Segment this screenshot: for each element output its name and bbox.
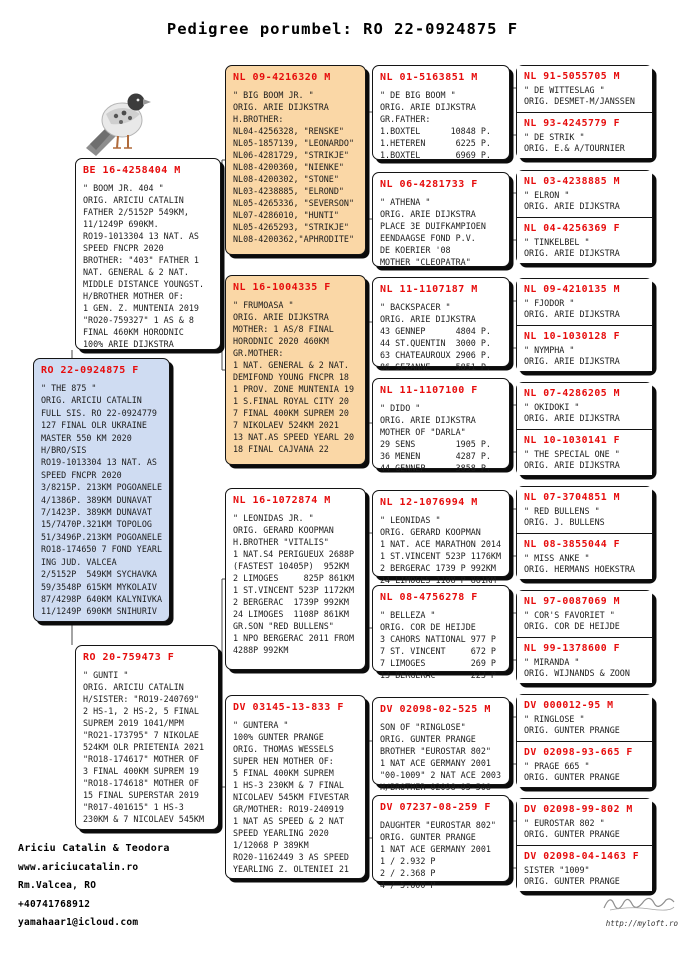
pedigree-text-line: YEARLING Z. OLTENIEI 21	[233, 864, 349, 874]
pedigree-box	[372, 585, 510, 680]
pedigree-text-line: SPEED YEARLING 2020	[233, 828, 329, 838]
pedigree-text-line: ORIG. ARIE DIJKSTRA	[233, 312, 329, 322]
pedigree-text-line: " GUNTI "	[83, 670, 129, 680]
pedigree-text-line: " BACKSPACER "	[380, 302, 451, 312]
pedigree-pair	[516, 170, 653, 264]
pedigree-text-line: NL04-4256328, "RENSKE"	[233, 126, 344, 136]
watermark-url: http://myloft.ro	[605, 919, 678, 928]
pedigree-text-line: 100% ARIE DIJKSTRA	[83, 339, 174, 349]
ring-number: NL 08-4756278 F	[380, 592, 478, 603]
pedigree-box	[517, 383, 652, 429]
signature-graphic	[600, 892, 678, 914]
pedigree-pair	[516, 694, 653, 788]
pedigree-text-line: ORIG. ARIE DIJKSTRA	[524, 248, 620, 258]
pedigree-text-line: 3 FINAL 400KM SUPREM 19	[83, 766, 199, 776]
pedigree-text-line: " RED BULLENS "	[524, 506, 600, 516]
pedigree-box	[75, 158, 221, 350]
pedigree-text-line: 2 / 2.368 P	[380, 868, 436, 878]
pedigree-text-line: ORIG. ARIE DIJKSTRA	[524, 356, 620, 366]
pedigree-text-line: 1 GEN. Z. MUNTENIA 2019	[83, 303, 199, 313]
pedigree-text-line: ORIG. GUNTER PRANGE	[524, 725, 620, 735]
ring-number: DV 02098-04-1463 F	[524, 851, 640, 862]
pedigree-box	[372, 490, 510, 585]
pedigree-text-line: "RO20-759327" 1 AS & 8	[83, 315, 194, 325]
pedigree-pair	[516, 486, 653, 580]
pedigree-box	[517, 591, 652, 637]
pedigree-box	[517, 487, 652, 533]
pedigree-box	[517, 112, 652, 158]
pedigree-text-line: ORIG. E.& A/TOURNIER	[524, 143, 625, 153]
pedigree-text-line: 2 LIMOGES 825P 861KM	[233, 573, 355, 583]
ring-number: NL 93-4245779 F	[524, 118, 620, 129]
ring-number: DV 03145-13-833 F	[233, 702, 344, 713]
pedigree-text-line: 1 S.FINAL ROYAL CITY 20	[233, 396, 349, 406]
pedigree-text-line: 1 NAT AS SPEED & 2 NAT	[233, 816, 344, 826]
ring-number: NL 04-4256369 F	[524, 223, 620, 234]
pedigree-text-line: 86 SEZANNE 5851 P.	[380, 362, 491, 372]
pedigree-text-line: "RO21-173795" 7 NIKOLAE	[83, 730, 199, 740]
pedigree-text-line: GR.SON "RED BULLENS"	[233, 621, 334, 631]
pedigree-text-line: ORIG. ARIE DIJKSTRA	[380, 415, 476, 425]
pedigree-text-line: 24 LIMOGES 1108P 861KM	[233, 609, 349, 619]
pedigree-text-line: SON OF "RINGLOSE"	[380, 722, 466, 732]
ring-number: NL 11-1107100 F	[380, 385, 478, 396]
pedigree-text-line: MIDDLE DISTANCE YOUNGST.	[83, 279, 205, 289]
pedigree-text-line: 15 FINAL SUPERSTAR 2019	[83, 790, 199, 800]
owner-name: Ariciu Catalin & Teodora	[18, 843, 170, 854]
pedigree-text-line: ORIG. GUNTER PRANGE	[380, 734, 476, 744]
pedigree-text-line: MOTHER OF "DARLA"	[380, 427, 466, 437]
pedigree-text-line: 11/1249P 690KM.	[83, 219, 159, 229]
pedigree-text-line: FINAL 460KM HORODNIC	[83, 327, 184, 337]
pedigree-text-line: " BELLEZA "	[380, 610, 436, 620]
pedigree-text-line: 4/1386P. 389KM DUNAVAT	[41, 494, 152, 505]
pedigree-text-line: 1 ST.VINCENT 523P 1172KM	[233, 585, 355, 595]
pedigree-text-line: 13 BERGERAC 223 P	[380, 670, 496, 680]
pedigree-text-line: 1 HS-3 230KM & 7 FINAL	[233, 780, 344, 790]
pedigree-text-line: 36 MENEN 4287 P.	[380, 451, 491, 461]
pedigree-text-line: " RINGLOSE "	[524, 714, 585, 724]
pedigree-text-line: MASTER 550 KM 2020	[41, 432, 132, 443]
pedigree-text-line: 11/1249P 690KM SNIHURIV	[41, 606, 157, 617]
pedigree-text-line: "RO18-174617" MOTHER OF	[83, 754, 199, 764]
pedigree-text-line: ORIG. HERMANS HOEKSTRA	[524, 564, 635, 574]
pedigree-text-line: EENDAAGSE FOND P.V.	[380, 233, 476, 243]
ring-number: NL 07-4286205 M	[524, 388, 620, 399]
pedigree-text-line: HORODNIC 2020 460KM	[233, 336, 329, 346]
ring-number: NL 08-3855044 F	[524, 539, 620, 550]
ring-number: DV 02098-02-525 M	[380, 704, 491, 715]
pedigree-text-line: "00-1009" 2 NAT ACE 2003	[380, 770, 502, 780]
ring-number: NL 97-0087069 M	[524, 596, 620, 607]
pedigree-text-line: " DE STRIK "	[524, 132, 585, 142]
pedigree-text-line: NL05-4265336, "SEVERSON"	[233, 198, 355, 208]
pedigree-text-line: ORIG. ARICIU CATALIN	[83, 195, 184, 205]
pedigree-text-line: 3 CAHORS NATIONAL 977 P	[380, 634, 496, 644]
pedigree-text-line: 1 PROV. ZONE MUNTENIA 19	[233, 384, 355, 394]
pedigree-text-line: 1 NAT ACE GERMANY 2001	[380, 758, 491, 768]
pedigree-text-line: NICOLAEV 545KM FIVESTAR	[233, 792, 349, 802]
pedigree-text-line: 1.HETEREN 6225 P.	[380, 138, 491, 148]
pedigree-text-line: 13 NAT.AS SPEED YEARL 20	[233, 432, 355, 442]
pedigree-text-line: NAT. GENERAL & 2 NAT.	[83, 267, 189, 277]
pedigree-box	[372, 378, 510, 473]
pedigree-text-line: 2 BERGERAC 1739P 992KM	[233, 597, 349, 607]
pedigree-text-line: ORIG. GUNTER PRANGE	[524, 772, 620, 782]
pedigree-text-line: ORIG. J. BULLENS	[524, 517, 605, 527]
pedigree-box	[517, 325, 652, 371]
pedigree-text-line: ORIG. GUNTER PRANGE	[380, 832, 476, 842]
ring-number: RO 20-759473 F	[83, 652, 175, 663]
pedigree-text-line: " LEONIDAS JR. "	[233, 513, 314, 523]
pedigree-pair	[516, 798, 653, 892]
pedigree-text-line: 1 NAT. GENERAL & 2 NAT.	[233, 360, 349, 370]
pedigree-text-line: " DE WITTESLAG "	[524, 85, 605, 95]
pedigree-text-line: RO19-1013304 13 NAT. AS	[83, 231, 199, 241]
pedigree-text-line: RO18-174650 7 FOND YEARL	[41, 544, 163, 555]
pedigree-text-line: ORIG. ARIE DIJKSTRA	[380, 102, 476, 112]
software-watermark	[588, 892, 678, 928]
pedigree-text-line: " DE BIG BOOM "	[380, 90, 456, 100]
pedigree-text-line: 1 NAT ACE GERMANY 2001	[380, 844, 491, 854]
pedigree-box	[372, 172, 510, 267]
ring-number: NL 16-1004335 F	[233, 282, 331, 293]
pedigree-text-line: 2/5152P 549KM SYCHAVKA	[41, 569, 157, 580]
pedigree-text-line: 1 NAT. ACE MARATHON 2014	[380, 539, 502, 549]
ring-number: DV 02098-93-665 F	[524, 747, 633, 758]
pedigree-box	[517, 171, 652, 217]
pedigree-text-line: NL07-4286010, "HUNTI"	[233, 210, 339, 220]
pedigree-text-line: 51/3496P.213KM POGOANELE	[41, 531, 163, 542]
pedigree-box	[517, 66, 652, 112]
pedigree-text-line: ORIG. COR DE HEIJDE	[380, 622, 476, 632]
pedigree-text-line: PLACE 3E DUIFKAMPIOEN	[380, 221, 486, 231]
pedigree-text-line: 4 / 5.600 P	[380, 880, 436, 890]
ring-number: DV 02098-99-802 M	[524, 804, 633, 815]
pedigree-text-line: ORIG. THOMAS WESSELS	[233, 744, 334, 754]
pedigree-text-line: 18 FINAL CAJVANA 22	[233, 444, 329, 454]
pedigree-text-line: DAUGHTER "EUROSTAR 802"	[380, 820, 496, 830]
pedigree-text-line: SPEED FNCPR 2020	[83, 243, 164, 253]
ring-number: NL 10-1030141 F	[524, 435, 620, 446]
ring-number: NL 12-1076994 M	[380, 497, 478, 508]
pedigree-text-line: " TINKELBEL "	[524, 237, 590, 247]
pedigree-text-line: 2 HS-1, 2 HS-2, 5 FINAL	[83, 706, 199, 716]
ring-number: NL 09-4216320 M	[233, 72, 331, 83]
owner-website: www.ariciucatalin.ro	[18, 861, 139, 873]
pedigree-text-line: 1 NPO BERGERAC 2011 FROM	[233, 633, 355, 643]
pedigree-text-line: ORIG. WIJNANDS & ZOON	[524, 668, 630, 678]
pedigree-text-line: " MIRANDA "	[524, 657, 580, 667]
pedigree-pair	[516, 65, 653, 159]
pedigree-text-line: GR/MOTHER: RO19-240919	[233, 804, 344, 814]
pedigree-text-line: H/BROTHER 02098-05-508	[380, 782, 491, 792]
pedigree-box	[372, 697, 510, 792]
pedigree-text-line: NL08-4200362,"APHRODITE"	[233, 234, 355, 244]
pedigree-text-line: ORIG. ARIE DIJKSTRA	[524, 201, 620, 211]
ring-number: DV 07237-08-259 F	[380, 802, 491, 813]
pedigree-text-line: 4288P 992KM	[233, 645, 289, 655]
pedigree-box	[372, 795, 510, 890]
pedigree-pair	[516, 278, 653, 372]
pedigree-text-line: " EUROSTAR 802 "	[524, 818, 605, 828]
pedigree-text-line: 1 / 2.932 P	[380, 856, 436, 866]
pedigree-text-line: " BIG BOOM JR. "	[233, 90, 314, 100]
pedigree-text-line: MOTHER: 1 AS/8 FINAL	[233, 324, 334, 334]
pedigree-text-line: 7/1423P. 389KM DUNAVAT	[41, 507, 152, 518]
pedigree-box	[517, 217, 652, 263]
pedigree-text-line: DEMIFOND YOUNG FNCPR 18	[233, 372, 349, 382]
ring-number: RO 22-0924875 F	[41, 365, 139, 376]
pedigree-text-line: NL05-4265293, "STRIKJE"	[233, 222, 349, 232]
pedigree-text-line: " MISS ANKE "	[524, 553, 590, 563]
pedigree-text-line: 230KM & 7 NICOLAEV 545KM	[83, 814, 205, 824]
pedigree-box	[225, 695, 366, 879]
ring-number: NL 01-5163851 M	[380, 72, 478, 83]
pedigree-text-line: H/BRO/SIS	[41, 445, 87, 456]
ring-number: NL 03-4238885 M	[524, 176, 620, 187]
pedigree-text-line: 29 SENS 1905 P.	[380, 439, 491, 449]
pedigree-box	[517, 695, 652, 741]
pedigree-text-line: ORIG. ARIE DIJKSTRA	[524, 460, 620, 470]
pedigree-text-line: 1.BOXTEL 10848 P.	[380, 126, 491, 136]
pedigree-text-line: ORIG. ARIE DIJKSTRA	[524, 309, 620, 319]
pedigree-text-line: SUPER HEN MOTHER OF:	[233, 756, 334, 766]
ring-number: NL 16-1072874 M	[233, 495, 331, 506]
pedigree-text-line: " BOOM JR. 404 "	[83, 183, 164, 193]
pedigree-text-line: SUPREM 2019 1041/MPM	[83, 718, 184, 728]
pedigree-text-line: 1.BOXTEL 6969 P.	[380, 150, 491, 160]
pedigree-text-line: RO19-1013304 13 NAT. AS	[41, 457, 157, 468]
pedigree-text-line: 1/12068 P 389KM	[233, 840, 309, 850]
pedigree-text-line: " ELRON "	[524, 190, 570, 200]
pedigree-text-line: " DIDO "	[380, 403, 421, 413]
pedigree-text-line: NL08-4200360, "NIENKE"	[233, 162, 344, 172]
pedigree-text-line: ORIG. GUNTER PRANGE	[524, 829, 620, 839]
pedigree-pair	[516, 590, 653, 684]
pedigree-text-line: ING JUD. VALCEA	[41, 556, 117, 567]
ring-number: NL 11-1107187 M	[380, 284, 478, 295]
pedigree-text-line: MOTHER "CLEOPATRA"	[380, 257, 471, 267]
owner-location: Rm.Valcea, RO	[18, 880, 97, 891]
pedigree-text-line: " NYMPHA "	[524, 345, 575, 355]
pedigree-box	[225, 275, 366, 465]
ring-number: NL 91-5055705 M	[524, 71, 620, 82]
pedigree-text-line: ORIG. ARIE DIJKSTRA	[380, 209, 476, 219]
pedigree-text-line: 1 NAT.S4 PERIGUEUX 2688P	[233, 549, 355, 559]
pedigree-text-line: ORIG. DESMET-M/JANSSEN	[524, 96, 635, 106]
pedigree-text-line: BROTHER "EUROSTAR 802"	[380, 746, 491, 756]
ring-number: BE 16-4258404 M	[83, 165, 181, 176]
pedigree-text-line: (FASTEST 10405P) 952KM	[233, 561, 349, 571]
pedigree-box	[225, 65, 366, 255]
pedigree-text-line: H/BROTHER MOTHER OF:	[83, 291, 184, 301]
pedigree-text-line: 44 GENNEP 3858 P.	[380, 463, 491, 473]
pedigree-text-line: " PRAGE 665 "	[524, 761, 590, 771]
pedigree-text-line: 7 LIMOGES 269 P	[380, 658, 496, 668]
pedigree-box	[225, 488, 366, 670]
pedigree-text-line: 87/4298P 640KM KALYNIVKA	[41, 593, 163, 604]
pedigree-text-line: " THE SPECIAL ONE "	[524, 449, 620, 459]
pedigree-text-line: FULL SIS. RO 22-0924779	[41, 407, 157, 418]
pedigree-box	[517, 429, 652, 475]
pedigree-text-line: SISTER "1009"	[524, 865, 590, 875]
pedigree-text-line: ORIG. GERARD KOOPMAN	[233, 525, 334, 535]
pedigree-text-line: FATHER 2/5152P 549KM,	[83, 207, 189, 217]
pedigree-text-line: NL08-4200302, "STONE"	[233, 174, 339, 184]
ring-number: NL 09-4210135 M	[524, 284, 620, 295]
pedigree-text-line: GR.MOTHER:	[233, 348, 284, 358]
owner-email: yamahaar1@icloud.com	[18, 917, 139, 928]
ring-number: NL 06-4281733 F	[380, 179, 478, 190]
pedigree-text-line: " OKIDOKI "	[524, 402, 580, 412]
pedigree-text-line: " GUNTERA "	[233, 720, 289, 730]
pedigree-text-line: " FRUMOASA "	[233, 300, 294, 310]
pedigree-text-line: 24 LIMOGES 1108 P 861KM	[380, 575, 496, 585]
pedigree-text-line: ORIG. ARIE DIJKSTRA	[233, 102, 329, 112]
pedigree-box	[75, 645, 219, 830]
pedigree-text-line: "R017-401615" 1 HS-3	[83, 802, 184, 812]
pedigree-text-line: " THE 875 "	[41, 383, 97, 393]
pedigree-text-line: ORIG. COR DE HEIJDE	[524, 621, 620, 631]
pedigree-text-line: ORIG. ARICIU CATALIN	[83, 682, 184, 692]
pedigree-text-line: " LEONIDAS "	[380, 515, 441, 525]
pedigree-text-line: NL06-4281729, "STRIKJE"	[233, 150, 349, 160]
pedigree-text-line: H/SISTER: "RO19-240769"	[83, 694, 199, 704]
pedigree-text-line: NL05-1857139, "LEONARDO"	[233, 138, 355, 148]
pedigree-text-line: 2 BERGERAC 1739 P 992KM	[380, 563, 496, 573]
pedigree-text-line: 524KM OLR PRIETENIA 2021	[83, 742, 205, 752]
pedigree-text-line: NL03-4238885, "ELROND"	[233, 186, 344, 196]
pedigree-box	[517, 799, 652, 845]
pedigree-box	[517, 637, 652, 683]
page-title: Pedigree porumbel: RO 22-0924875 F	[166, 20, 519, 38]
pedigree-text-line: "RO18-174618" MOTHER OF	[83, 778, 199, 788]
pedigree-text-line: ORIG. ARIE DIJKSTRA	[524, 413, 620, 423]
pedigree-text-line: BROTHER: "403" FATHER 1	[83, 255, 199, 265]
pedigree-box	[517, 279, 652, 325]
pedigree-text-line: 7 ST. VINCENT 672 P	[380, 646, 496, 656]
pedigree-box	[517, 845, 652, 891]
ring-number: NL 99-1378600 F	[524, 643, 620, 654]
pedigree-text-line: ORIG. ARIE DIJKSTRA	[380, 314, 476, 324]
pedigree-text-line: H.BROTHER:	[233, 114, 284, 124]
pedigree-text-line: 100% GUNTER PRANGE	[233, 732, 324, 742]
pedigree-box	[372, 65, 510, 160]
pedigree-text-line: 5 FINAL 400KM SUPREM	[233, 768, 334, 778]
pedigree-text-line: 7 FINAL 400KM SUPREM 20	[233, 408, 349, 418]
pedigree-text-line: 127 FINAL OLR UKRAINE	[41, 420, 147, 431]
ring-number: NL 10-1030128 F	[524, 331, 620, 342]
pedigree-text-line: ORIG. GUNTER PRANGE	[524, 876, 620, 886]
pedigree-box	[372, 277, 510, 372]
pedigree-text-line: DE KOERIER '08	[380, 245, 451, 255]
pedigree-text-line: ORIG. ARICIU CATALIN	[41, 395, 142, 406]
pedigree-pair	[516, 382, 653, 476]
pedigree-box	[517, 741, 652, 787]
pedigree-text-line: H.BROTHER "VITALIS"	[233, 537, 329, 547]
pedigree-box	[33, 358, 170, 622]
pedigree-text-line: 44 ST.QUENTIN 3000 P.	[380, 338, 491, 348]
pedigree-text-line: 3/8215P. 213KM POGOANELE	[41, 482, 163, 493]
pedigree-text-line: 63 CHATEAUROUX 2906 P.	[380, 350, 491, 360]
pedigree-text-line: 59/3548P 615KM MYKOLAIV	[41, 581, 157, 592]
pedigree-text-line: 1 ST.VINCENT 523P 1176KM	[380, 551, 502, 561]
pedigree-text-line: RO20-1162449 3 AS SPEED	[233, 852, 349, 862]
pedigree-text-line: " COR'S FAVORIET "	[524, 610, 615, 620]
pedigree-text-line: 43 GENNEP 4804 P.	[380, 326, 491, 336]
pedigree-text-line: " FJODOR "	[524, 298, 575, 308]
pedigree-box	[517, 533, 652, 579]
pedigree-text-line: " ATHENA "	[380, 197, 431, 207]
owner-contact-block	[18, 840, 170, 933]
ring-number: DV 000012-95 M	[524, 700, 614, 711]
pedigree-text-line: SPEED FNCPR 2020	[41, 469, 122, 480]
owner-phone: +40741768912	[18, 898, 91, 910]
pedigree-text-line: 15/7470P.321KM TOPOLOG	[41, 519, 152, 530]
pedigree-text-line: 7 NIKOLAEV 524KM 2021	[233, 420, 339, 430]
pedigree-text-line: GR.FATHER:	[380, 114, 431, 124]
ring-number: NL 07-3704851 M	[524, 492, 620, 503]
pedigree-text-line: ORIG. GERARD KOOPMAN	[380, 527, 481, 537]
